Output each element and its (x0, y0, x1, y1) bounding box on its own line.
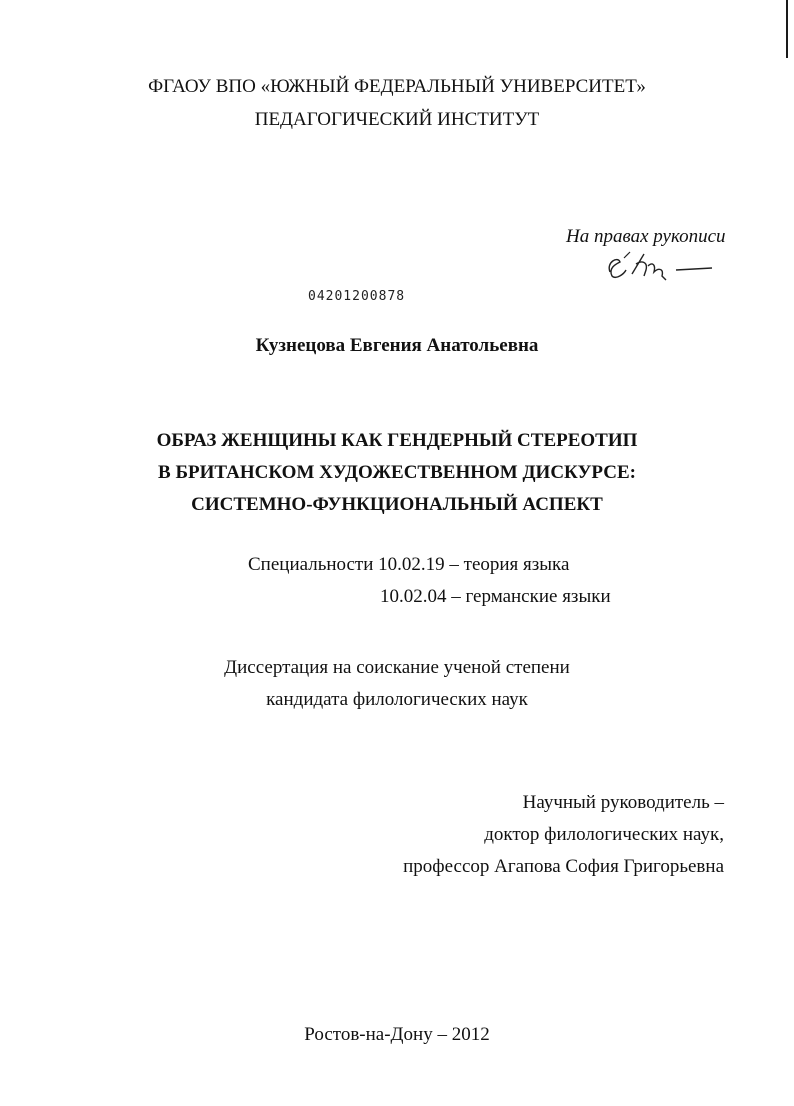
manuscript-rights-note: На правах рукописи (566, 226, 726, 247)
scan-edge-mark (786, 0, 788, 58)
degree-line-1: Диссертация на соискание ученой степени (224, 657, 570, 678)
institute-name: ПЕДАГОГИЧЕСКИЙ ИНСТИТУТ (254, 109, 540, 130)
degree-line-2: кандидата филологических наук (266, 689, 528, 710)
catalog-number: 04201200878 (308, 289, 406, 304)
supervisor-label: Научный руководитель – (522, 792, 724, 813)
thesis-title-line-2: В БРИТАНСКОМ ХУДОЖЕСТВЕННОМ ДИСКУРСЕ: (158, 462, 636, 483)
city-year: Ростов-на-Дону – 2012 (304, 1024, 490, 1045)
thesis-title-line-3: СИСТЕМНО-ФУНКЦИОНАЛЬНЫЙ АСПЕКТ (191, 494, 603, 515)
supervisor-name: профессор Агапова София Григорьевна (403, 856, 724, 877)
organization-name: ФГАОУ ВПО «ЮЖНЫЙ ФЕДЕРАЛЬНЫЙ УНИВЕРСИТЕТ» (148, 76, 646, 97)
author-name: Кузнецова Евгения Анатольевна (255, 335, 539, 356)
supervisor-degree: доктор филологических наук, (484, 824, 724, 845)
thesis-title-line-1: ОБРАЗ ЖЕНЩИНЫ КАК ГЕНДЕРНЫЙ СТЕРЕОТИП (156, 430, 638, 451)
specialty-line-2: 10.02.04 – германские языки (380, 586, 611, 607)
specialty-line-1: Специальности 10.02.19 – теория языка (248, 554, 570, 575)
handwritten-signature (600, 248, 720, 284)
